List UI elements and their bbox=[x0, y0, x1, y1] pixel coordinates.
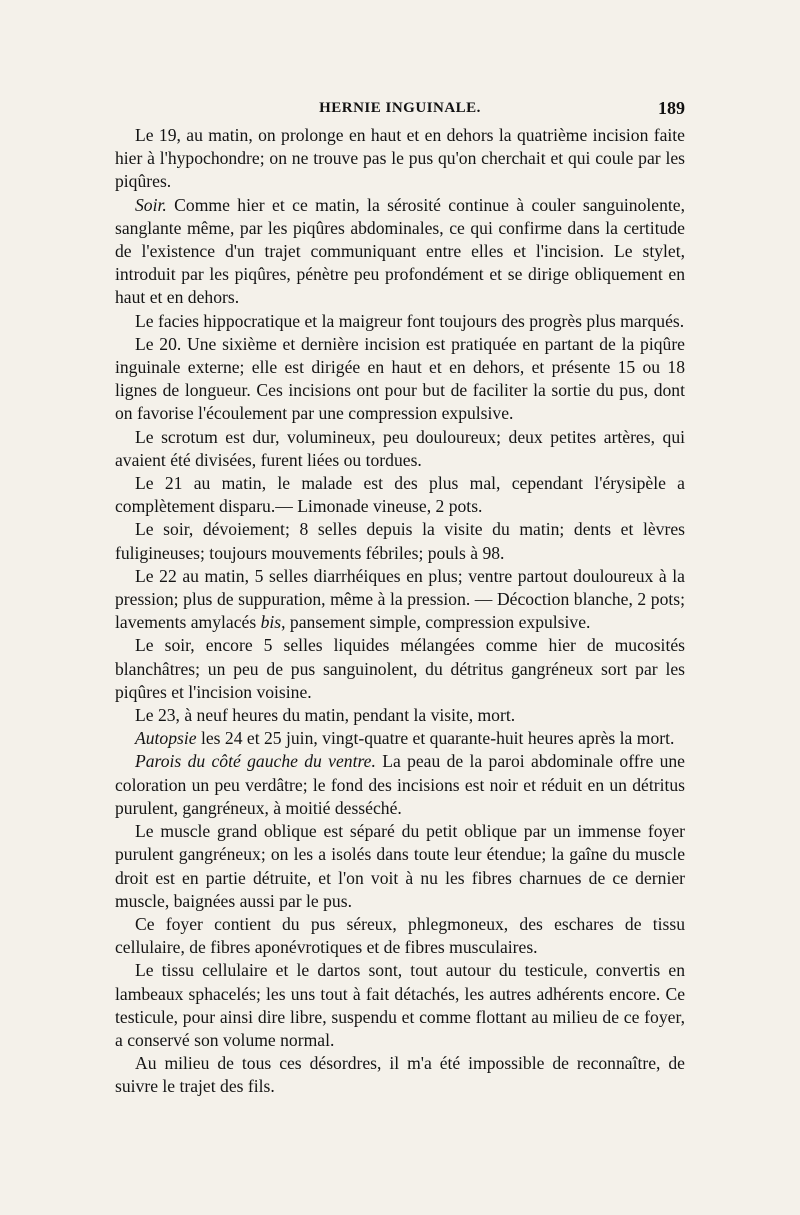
paragraph-text: Comme hier et ce matin, la sérosité continue à couler sanguinolente, sanglante même, par les piqûres abdominales, ce qui confirme dans la certitude de l'existence d'un trajet communiquant entre elles et l'incision. Le stylet, introduit par les piqûres, pénètre peu profondément et se dirige obliquement en haut et en dehors. bbox=[115, 194, 685, 308]
paragraph bbox=[115, 820, 685, 913]
paragraph-text: Le facies hippocratique et la maigreur font toujours des progrès plus marqués. bbox=[135, 310, 685, 331]
paragraph-text: Le scrotum est dur, volumineux, peu douloureux; deux petites artères, qui avaient été divisées, furent liées ou tordues. bbox=[115, 426, 685, 470]
paragraph-text: La peau de la paroi abdominale offre une coloration un peu verdâtre; le fond des incisions est noir et réduit en un détritus purulent, gangréneux, à moitié desséché. bbox=[115, 751, 685, 818]
paragraph bbox=[115, 426, 685, 472]
paragraph bbox=[115, 750, 685, 820]
paragraph bbox=[115, 565, 685, 635]
paragraph bbox=[115, 1052, 685, 1098]
paragraph-text: Ce foyer contient du pus séreux, phlegmoneux, des eschares de tissu cellulaire, de fibres aponévrotiques et de fibres musculaires. bbox=[115, 913, 685, 958]
paragraph-text: les 24 et 25 juin, vingt-quatre et quarante-huit heures après la mort. bbox=[196, 728, 675, 749]
paragraph-text: Au milieu de tous ces désordres, il m'a été impossible de reconnaître, de suivre le trajet des fils. bbox=[115, 1053, 685, 1097]
paragraph bbox=[115, 518, 685, 564]
paragraph bbox=[115, 913, 685, 959]
paragraph bbox=[115, 472, 685, 518]
paragraph-text: Le 21 au matin, le malade est des plus mal, cependant l'érysipèle a complètement disparu.— Limonade vineuse, 2 pots. bbox=[115, 473, 685, 517]
paragraph-lead: Parois du côté gauche du ventre. bbox=[135, 751, 376, 772]
paragraph-lead: Soir. bbox=[135, 194, 167, 215]
paragraph-text: Le 20. Une sixième et dernière incision est pratiquée en partant de la piqûre inguinale externe; elle est dirigée en haut et en dehors, et présente 15 ou 18 lignes de longueur. Ces incisions ont pour but de faciliter la sortie du pus, dont on favorise l'écoulement par une compression expulsive. bbox=[115, 333, 685, 424]
paragraph-text: Le muscle grand oblique est séparé du petit oblique par un immense foyer purulent gangréneux; on les a isolés dans toute leur étendue; la gaîne du muscle droit est en partie détruite, et l'on voit à nu les fibres charnues de ce dernier muscle, baignées aussi par le pus. bbox=[115, 821, 685, 911]
page-number: 189 bbox=[658, 98, 685, 118]
italic-word: bis bbox=[260, 612, 282, 633]
paragraph bbox=[115, 194, 685, 310]
paragraph-text: Le tissu cellulaire et le dartos sont, tout autour du testicule, convertis en lambeaux sphacelés; les uns tout à fait détachés, les autres adhérents encore. Ce testicule, pour ainsi dire libre, suspendu et comme flottant au milieu de ce foyer, a conservé son volume normal. bbox=[115, 960, 685, 1050]
paragraph bbox=[115, 704, 685, 727]
paragraph bbox=[115, 333, 685, 426]
paragraph-lead: Autopsie bbox=[135, 728, 197, 749]
page-header bbox=[115, 98, 685, 124]
paragraph-text: Le 19, au matin, on prolonge en haut et en dehors la quatrième incision faite hier à l'hypochondre; on ne trouve pas le pus qu'on cherchait et qui coule par les piqûres. bbox=[115, 125, 685, 192]
paragraph bbox=[115, 727, 685, 750]
paragraph bbox=[115, 124, 685, 194]
paragraph bbox=[115, 959, 685, 1052]
paragraph-text: Le 22 au matin, 5 selles diarrhéiques en plus; ventre partout douloureux à la pression; plus de suppuration, même à la pression. — Décoction blanche, 2 pots; lavements amylacés bis, pansement simple, compression expulsive. bbox=[115, 565, 685, 633]
body-text bbox=[115, 124, 685, 1099]
paragraph-text: Le soir, encore 5 selles liquides mélangées comme hier de mucosités blanchâtres; un peu de pus sanguinolent, du détritus gangréneux sort par les piqûres et l'incision voisine. bbox=[115, 635, 685, 702]
paragraph-text: Le soir, dévoiement; 8 selles depuis la visite du matin; dents et lèvres fuligineuses; toujours mouvements fébriles; pouls à 98. bbox=[115, 519, 685, 563]
paragraph bbox=[115, 634, 685, 704]
paragraph-text: Le 23, à neuf heures du matin, pendant la visite, mort. bbox=[135, 705, 516, 726]
paragraph bbox=[115, 310, 685, 333]
running-title: HERNIE INGUINALE. bbox=[319, 100, 481, 116]
